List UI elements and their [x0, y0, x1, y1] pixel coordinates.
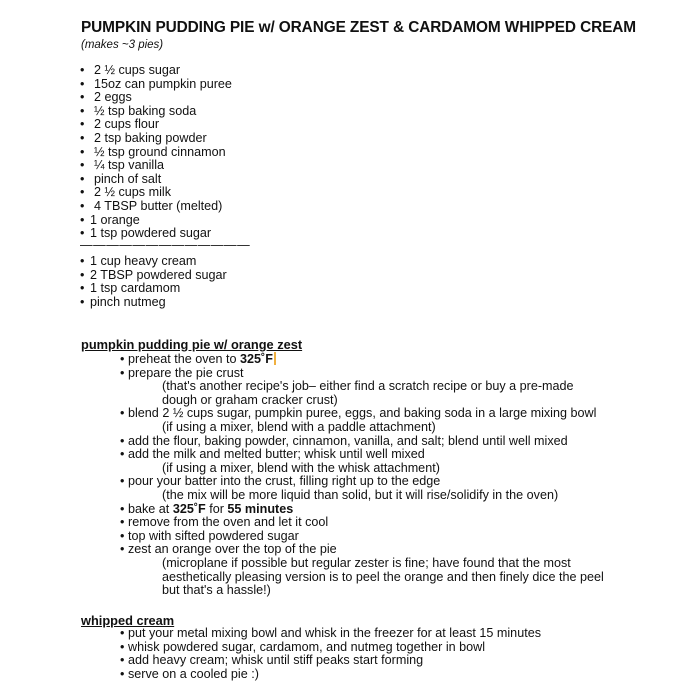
- step-note: (the mix will be more liquid than solid, but it will rise/solidify in the oven): [162, 487, 559, 502]
- step-item: • zest an orange over the top of the pie: [120, 542, 337, 557]
- step-item: • blend 2 ½ cups sugar, pumpkin puree, eggs, and baking soda in a large mixing bowl: [120, 406, 597, 421]
- step-item: • whisk powdered sugar, cardamom, and nutmeg together in bowl: [120, 639, 486, 654]
- ingredient-item: • 4 TBSP butter (melted): [80, 198, 223, 213]
- step-item: • serve on a cooled pie :): [120, 666, 259, 681]
- cream-ingredient-list: [80, 255, 227, 309]
- ingredient-item: • 2 tsp baking powder: [80, 130, 207, 145]
- ingredient-list: [80, 64, 232, 241]
- ingredient-item: • ½ tsp baking soda: [80, 103, 197, 118]
- step-note: aesthetically pleasing version is to peel the orange and then finely dice the peel: [162, 569, 604, 584]
- ingredient-item: • ½ tsp ground cinnamon: [80, 144, 226, 159]
- ingredient-item: • 1 tsp powdered sugar: [80, 226, 212, 241]
- step-item: • preheat the oven to 325˚F: [0, 352, 604, 367]
- step-note: but that's a hassle!): [162, 583, 271, 598]
- cream-steps-list: [0, 627, 541, 681]
- section-divider: —————————————: [80, 238, 251, 252]
- step-note: (that's another recipe's job– either find a scratch recipe or buy a pre-made: [162, 379, 574, 394]
- pie-steps-list: [0, 352, 604, 598]
- step-item: • add heavy cream; whisk until stiff peaks start forming: [120, 653, 424, 668]
- ingredient-item: • 15oz can pumpkin puree: [80, 76, 232, 91]
- ingredient-item: • 1 cup heavy cream: [80, 254, 197, 268]
- step-item: • add the milk and melted butter; whisk until well mixed: [120, 447, 425, 462]
- recipe-title: PUMPKIN PUDDING PIE w/ ORANGE ZEST & CARDAMOM WHIPPED CREAM: [81, 19, 637, 36]
- step-item: • remove from the oven and let it cool: [120, 515, 329, 530]
- whipped-cream-heading: whipped cream: [81, 613, 175, 628]
- ingredient-item: • 2 ½ cups sugar: [80, 63, 181, 77]
- ingredient-item: • 1 orange: [80, 212, 140, 227]
- ingredient-item: • pinch nutmeg: [80, 294, 166, 309]
- step-item: • pour your batter into the crust, filling right up to the edge: [120, 474, 441, 489]
- step-note: (microplane if possible but regular zester is fine; have found that the most: [162, 555, 571, 570]
- step-item: • put your metal mixing bowl and whisk in the freezer for at least 15 minutes: [120, 626, 541, 640]
- ingredient-item: • 2 ½ cups milk: [80, 185, 171, 200]
- step-item: • prepare the pie crust: [120, 365, 244, 380]
- step-item: • top with sifted powdered sugar: [120, 528, 299, 543]
- ingredient-item: • ¼ tsp vanilla: [80, 158, 165, 173]
- step-item: • bake at 325˚F for 55 minutes: [120, 501, 294, 516]
- recipe-yield: (makes ~3 pies): [81, 39, 164, 51]
- ingredient-item: • 2 eggs: [80, 90, 132, 105]
- ingredient-item: • 1 tsp cardamom: [80, 281, 181, 296]
- text-cursor: [274, 352, 276, 365]
- step-note: (if using a mixer, blend with a paddle attachment): [162, 419, 436, 434]
- step-item: • add the flour, baking powder, cinnamon, vanilla, and salt; blend until well mixed: [120, 433, 568, 448]
- ingredient-item: • pinch of salt: [80, 171, 162, 186]
- step-note: dough or graham cracker crust): [162, 392, 338, 407]
- ingredient-item: • 2 TBSP powdered sugar: [80, 267, 227, 282]
- step-note: (if using a mixer, blend with the whisk attachment): [162, 460, 440, 475]
- pie-section-heading: pumpkin pudding pie w/ orange zest: [81, 337, 303, 352]
- ingredient-item: • 2 cups flour: [80, 117, 160, 132]
